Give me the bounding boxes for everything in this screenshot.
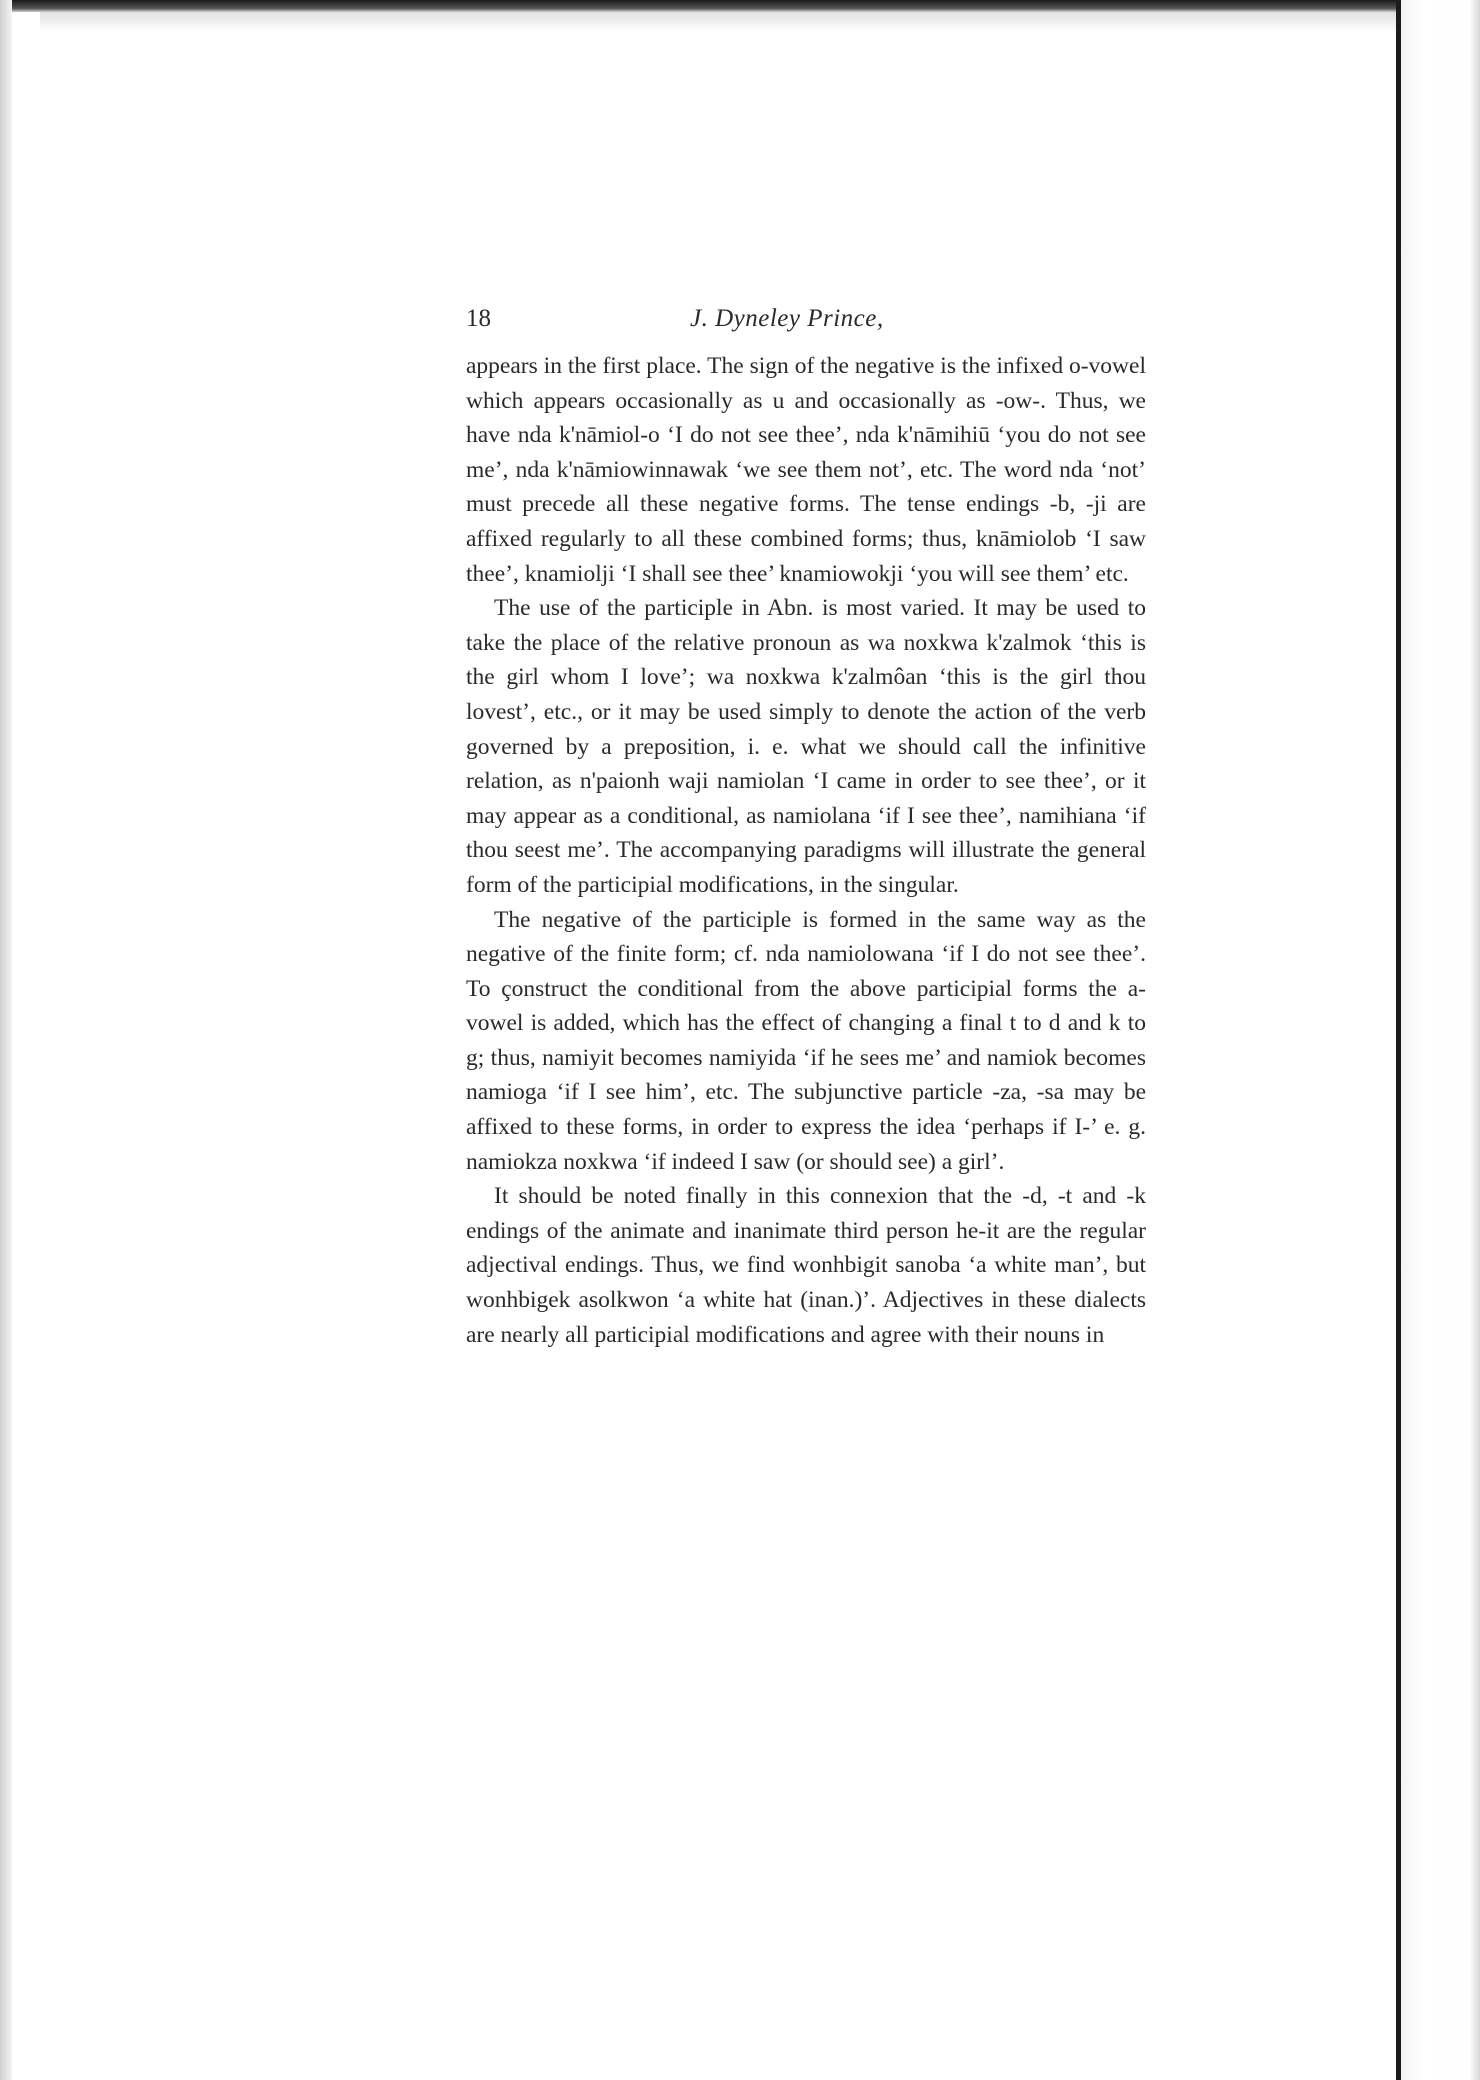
paragraph-participle-use: The use of the participle in Abn. is most varied. It may be used to take the place of the relative pronoun as wa noxkwa k'zalmok ‘this is the girl whom I love’; wa noxkwa k'zalmôan ‘this is the girl thou lovest’, etc., or it may be used simply to denote the action of the verb governed by a preposition, i. e. what we should call the infinitive relation, as n'paionh waji namiolan ‘I came in order to see thee’, or it may appear as a conditional, as namiolana ‘if I see thee’, namihiana ‘if thou seest me’. The accompanying paradigms will illustrate the general form of the participial modifications, in the singular. (466, 595, 1146, 898)
page-content (466, 305, 1146, 1352)
scan-left-edge (0, 0, 12, 2080)
scan-top-edge (0, 0, 1400, 12)
scan-top-shadow (40, 12, 1400, 32)
adjacent-page (1401, 0, 1480, 2080)
running-head (466, 305, 1146, 345)
paragraph-participle-negative: The negative of the participle is formed in the same way as the negative of the finite form; cf. nda namiolowana ‘if I do not see thee’. To çonstruct the conditional from the above participial forms the a-vowel is added, which has the effect of changing a final t to d and k to g; thus, namiyit becomes namiyida ‘if he sees me’ and namiok becomes namioga ‘if I see him’, etc. The subjunctive particle -za, -sa may be affixed to these forms, in order to express the idea ‘perhaps if I-’ e. g. namiokza noxkwa ‘if indeed I saw (or should see) a girl’. (466, 906, 1146, 1175)
running-head-author: J. Dyneley Prince, (690, 305, 884, 332)
page-number: 18 (466, 305, 491, 332)
paragraph-adjectival-endings: It should be noted finally in this connexion that the -d, -t and -k endings of the animate and inanimate third person he-it are the regular adjectival endings. Thus, we find wonhbigit sanoba ‘a white man’, but wonhbigek asolkwon ‘a white hat (inan.)’. Adjectives in these dialects are nearly all participial modifications and agree with their nouns in (466, 1183, 1146, 1348)
adjacent-page-edge (1470, 0, 1480, 2080)
body-text (466, 349, 1146, 1352)
paragraph-continued: appears in the first place. The sign of the negative is the infixed o-vowel which appears occasionally as u and occasionally as -ow-. Thus, we have nda k'nāmiol-o ‘I do not see thee’, nda k'nāmihiū ‘you do not see me’, nda k'nāmiowinnawak ‘we see them not’, etc. The word nda ‘not’ must precede all these negative forms. The tense endings -b, -ji are affixed regularly to all these combined forms; thus, knāmiolob ‘I saw thee’, knamiolji ‘I shall see thee’ knamiowokji ‘you will see them’ etc. (466, 353, 1146, 587)
